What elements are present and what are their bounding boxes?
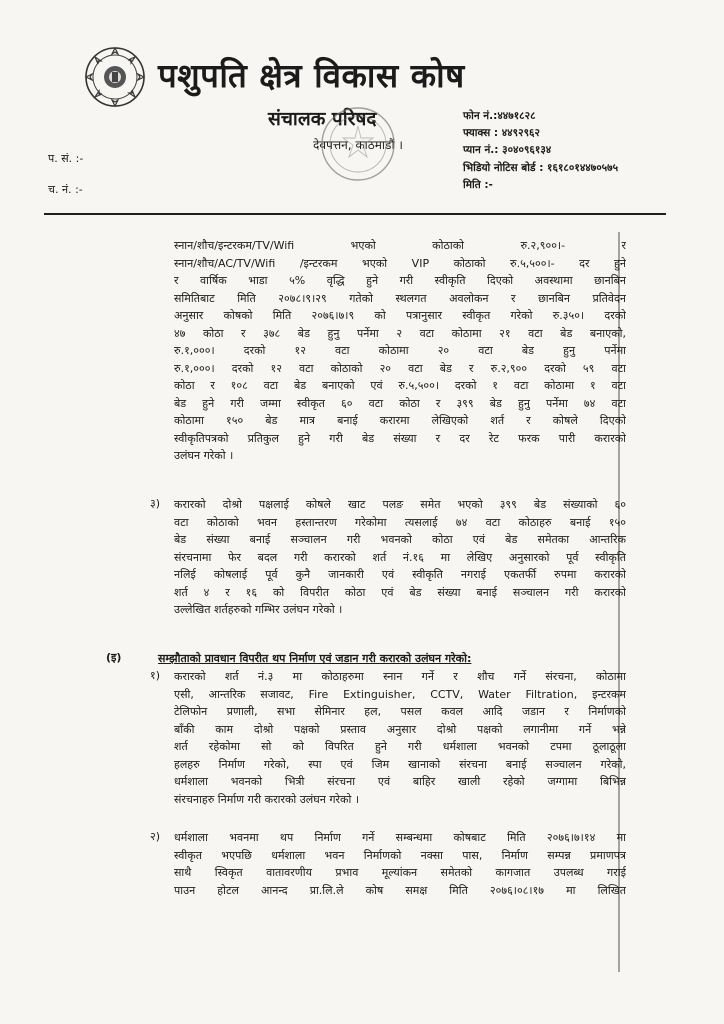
text-line: स्वीकृत भएपछि धर्मशाला भवन निर्माणको नक्सा पास, निर्माण सम्पन्न प्रमाणपत्र [174, 848, 626, 862]
clause-number: १) [150, 669, 161, 682]
text-line: करारको दोश्रो पक्षलाई कोषले खाट पलङ समेत भएको ३९९ बेड संख्याको ६० [174, 498, 626, 511]
paragraph-continued [174, 237, 626, 465]
text-line: कोठामा १५० बेड मात्र बनाई करारमा लेखिएको शर्त र कोषले दिएको [174, 414, 626, 427]
text-line: टेलिफोन प्रणाली, सभा सेमिनार हल, पसल कवल आदि जडान र निर्माणको [174, 705, 626, 718]
text-line: रु.१,०००। दरको १२ वटा कोठाको २० वटा बेड र रु.२,९०० दरको ५९ वटा [174, 361, 626, 375]
dispatch-number: च. नं. :- [48, 183, 83, 196]
phone-number: फोन नं.:४४७१८२८ [463, 110, 536, 122]
kosh-logo-icon [84, 46, 146, 108]
text-line: स्नान/शौच/इन्टरकम/TV/Wifi भएको कोठाको रु.२,९००।- र [174, 239, 626, 252]
paragraph-item-3 [174, 496, 626, 619]
text-line: वटा कोठाको भवन हस्तान्तरण गरेकोमा त्यसलाई ७४ वटा कोठाहरु बनाई १५० [174, 515, 626, 529]
item-number: ३) [150, 497, 161, 510]
text-line: एसी, आन्तरिक सजावट, Fire Extinguisher, CCTV, Water Filtration, इन्टरकम [174, 687, 626, 701]
organization-title: पशुपति क्षेत्र विकास कोष [158, 56, 465, 95]
text-line: अनुसार कोषको मिति २०७६।७।९ को पत्रानुसार स्वीकृत गरेको रु.३५०। दरको [174, 309, 626, 322]
fax-number: फ्याक्स : ४४९२९६२ [463, 127, 540, 140]
text-line: रु.१,०००। दरको १२ वटा कोठामा २० वटा बेड हुनु पर्नेमा [174, 344, 626, 357]
text-line: समितिबाट मिति २०७८।९।२९ गतेको स्थलगत अवलोकन र छानबिन प्रतिवेदन [174, 291, 626, 305]
text-line: बेड हुने गरी जम्मा स्वीकृत ६० वटा कोठा र ३९९ बेड हुनु पर्नेमा ७४ वटा [174, 396, 626, 410]
text-line: स्वीकृतिपत्रको प्रतिकुल हुने गरी बेड संख्या र दर रेट फरक पारी करारको [174, 431, 626, 445]
text-line: र वार्षिक भाडा ५% वृद्धि हुने गरी स्वीकृति दिएको अवस्थामा छानबिन [174, 274, 626, 287]
reference-number: प. सं. :- [48, 152, 84, 165]
text-line: संरचनामा फेर बदल गरी करारको शर्त नं.१६ मा लेखिए अनुसारको पूर्व स्वीकृति [174, 550, 626, 564]
pan-number: प्यान नं.: ३०४०९६१३४ [463, 144, 552, 157]
contact-details [463, 108, 618, 194]
text-line: करारको शर्त नं.३ मा कोठाहरुमा स्नान गर्ने र शौच गर्ने संरचना, कोठामा [174, 670, 626, 683]
text-line: उलंघन गरेको । [174, 449, 234, 462]
section-heading: सम्झौताको प्रावधान विपरीत थप निर्माण एवं जडान गरी करारको उलंघन गरेको: [158, 652, 472, 665]
text-line: संरचनाहरु निर्माण गरी करारको उलंघन गरेको । [174, 792, 359, 806]
clause-number: २) [150, 830, 161, 843]
video-notice-board: भिडियो नोटिस बोर्ड : १६१८०१४४७०५७५ [463, 161, 619, 174]
text-line: पाउन होटल आनन्द प्रा.लि.ले कोष समक्ष मिति २०७६।०८।१७ मा लिखित [174, 883, 626, 897]
date-field: मिति :- [463, 178, 493, 191]
text-line: बाँकी काम दोश्रो पक्षको प्रस्ताव अनुसार दोश्रो पक्षको लगानीमा गर्ने भन्ने [174, 722, 626, 736]
text-line: स्नान/शौच/AC/TV/Wifi /इन्टरकम भएको VIP कोठाको रु.५,५००।- दर हुने [174, 256, 626, 270]
text-line: हलहरु निर्माण गरेको, स्पा एवं जिम खानाको संरचना बनाई सञ्चालन गरेको, [174, 757, 626, 771]
office-stamp-icon [318, 104, 398, 184]
text-line: शर्त ४ र १६ को विपरीत कोठा एवं बेड संख्या बनाई सञ्चालन गरी करारको [174, 585, 626, 599]
section-label: (इ) [106, 651, 122, 664]
text-line: कोठा र १०८ वटा बेड बनाएको एवं रु.५,५००। दरको १ वटा कोठामा १ वटा [174, 379, 626, 392]
text-line: नलिई कोषलाई पूर्व कुनै जानकारी एवं स्वीकृति नगराई एकतर्फी रुपमा करारको [174, 568, 626, 581]
clause-2 [174, 829, 626, 899]
text-line: उल्लेखित शर्तहरुको गम्भिर उलंघन गरेको । [174, 603, 343, 616]
text-line: धर्मशाला भवनको भित्री संरचना एवं बाहिर खाली रहेको जग्गामा बिभिन्न [174, 775, 626, 788]
organization-address: देवपत्तन, काठमाडौं । [313, 138, 403, 152]
text-line: शर्त रहेकोमा सो को विपरित हुने गरी धर्मशाला भवनको टपमा ठूलाठूला [174, 740, 626, 753]
text-line: साथै स्विकृत वातावरणीय प्रभाव मूल्यांकन समेतको कागजात उपलब्ध गराई [174, 866, 626, 879]
text-line: धर्मशाला भवनमा थप निर्माण गर्ने सम्बन्धमा कोषबाट मिति २०७६।७।१४ मा [174, 831, 626, 844]
organization-subtitle: संचालक परिषद [268, 108, 377, 130]
text-line: ४७ कोठा र ३७८ बेड हुनु पर्नेमा २ वटा कोठामा २१ वटा बेड बनाएको, [174, 326, 626, 340]
text-line: बेड संख्या बनाई सञ्चालन गरी भवनको कोठा एवं बेड समेतका आन्तरिक [174, 533, 626, 546]
header-divider [44, 213, 666, 215]
clause-1 [174, 668, 626, 808]
